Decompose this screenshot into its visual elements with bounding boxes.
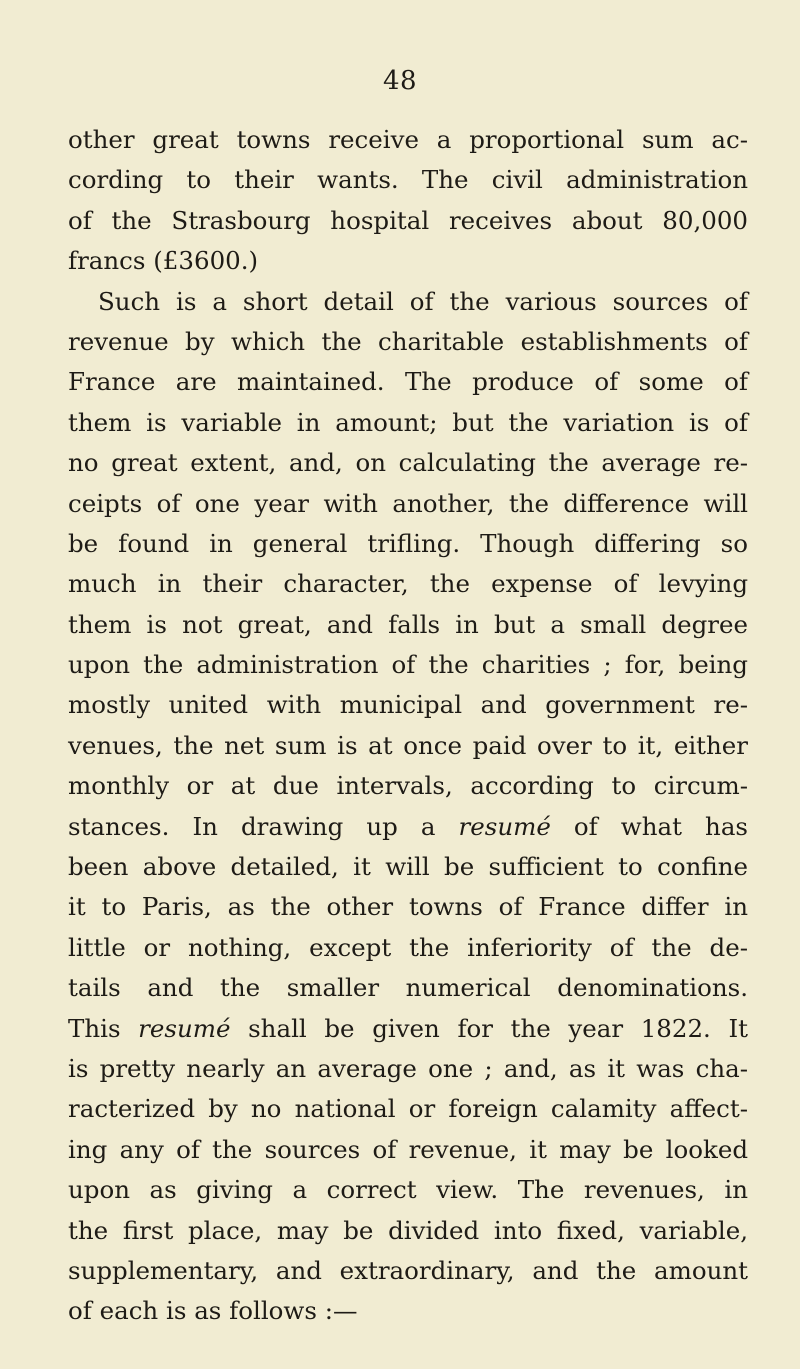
- text-line: them is variable in amount; but the variation is of: [68, 407, 748, 437]
- paragraph-start-line: Such is a short detail of the various sources of: [98, 286, 748, 316]
- text-line: mostly united with municipal and government re-: [68, 690, 748, 720]
- text-line: much in their character, the expense of levying: [68, 569, 748, 599]
- text-line: revenue by which the charitable establishments of: [68, 326, 748, 356]
- text-line: it to Paris, as the other towns of France differ in: [68, 892, 748, 922]
- text-line: be found in general trifling. Though differing so: [68, 528, 748, 558]
- text-segment: shall be given for the year 1822. It: [230, 1013, 748, 1043]
- text-line: of the Strasbourg hospital receives about 80,000: [68, 205, 748, 235]
- text-line: ing any of the sources of revenue, it may be looked: [68, 1134, 748, 1164]
- text-line: tails and the smaller numerical denominations.: [68, 973, 748, 1003]
- text-line: monthly or at due intervals, according to circum-: [68, 771, 748, 801]
- text-line: of each is as follows :—: [68, 1296, 358, 1326]
- text-line: no great extent, and, on calculating the average re-: [68, 448, 748, 478]
- body-text: [68, 120, 748, 1332]
- text-line: is pretty nearly an average one ; and, as it was cha-: [68, 1053, 748, 1083]
- text-line: been above detailed, it will be sufficient to confine: [68, 852, 748, 882]
- text-line: upon the administration of the charities ; for, being: [68, 650, 748, 680]
- italic-term: resumé: [138, 1013, 231, 1043]
- text-line: racterized by no national or foreign calamity affect-: [68, 1094, 748, 1124]
- text-line: [68, 807, 748, 847]
- text-line: cording to their wants. The civil administration: [68, 165, 748, 195]
- text-line: francs (£3600.): [68, 246, 259, 276]
- text-line: supplementary, and extraordinary, and the amount: [68, 1255, 748, 1285]
- text-line: them is not great, and falls in but a small degree: [68, 609, 748, 639]
- text-segment: This: [68, 1013, 139, 1043]
- text-line: upon as giving a correct view. The revenues, in: [68, 1175, 748, 1205]
- italic-term: resumé: [458, 811, 551, 841]
- text-line: other great towns receive a proportional sum ac-: [68, 125, 748, 154]
- text-line: little or nothing, except the inferiority of the de-: [68, 932, 748, 962]
- text-segment: of what has: [550, 811, 749, 841]
- page-number: 48: [382, 66, 418, 96]
- text-line: the first place, may be divided into fixed, variable,: [68, 1215, 748, 1245]
- text-line: [68, 1009, 748, 1049]
- text-line: France are maintained. The produce of some of: [68, 367, 748, 397]
- text-line: ceipts of one year with another, the difference will: [68, 488, 748, 518]
- text-segment: stances. In drawing up a: [68, 811, 459, 841]
- text-line: venues, the net sum is at once paid over to it, either: [68, 730, 748, 760]
